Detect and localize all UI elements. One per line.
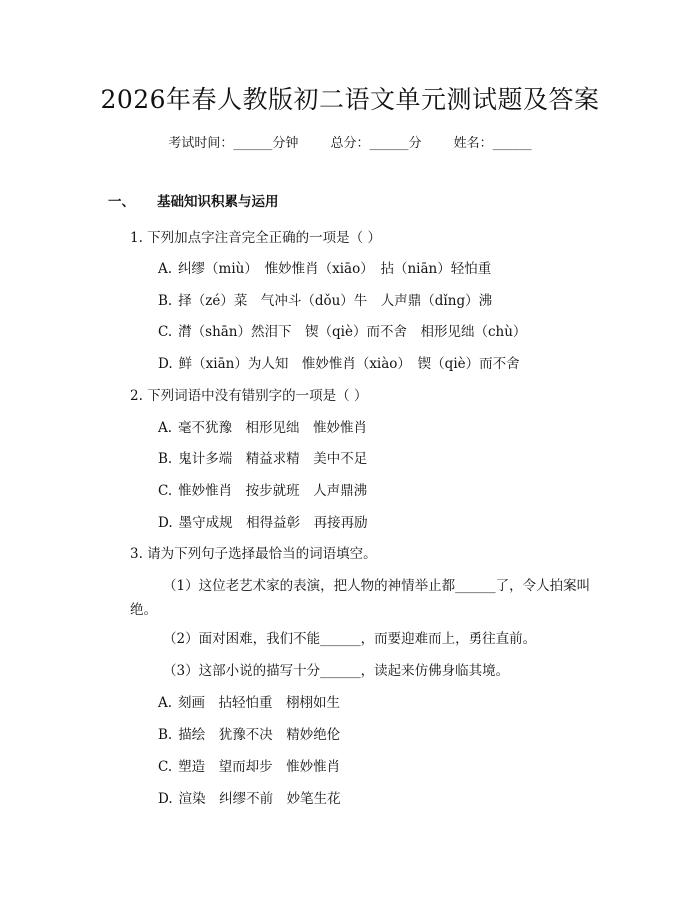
option-text: 鬼计多端 精益求精 美中不足	[178, 451, 368, 467]
q1-option-b	[158, 289, 492, 309]
total-score: 总分：______分	[330, 136, 422, 151]
q3-option-d	[158, 787, 341, 807]
q3-option-a	[158, 691, 340, 711]
option-text: 惟妙惟肖 按步就班 人声鼎沸	[178, 483, 368, 499]
q3-fill-1-cont: 绝。	[130, 602, 157, 618]
question-1-stem: 1. 下列加点字注音完全正确的一项是（ ）	[130, 230, 381, 246]
q2-option-d	[158, 511, 368, 531]
option-label: B.	[158, 293, 173, 309]
option-text: 描绘 犹豫不决 精妙绝伦	[178, 727, 341, 743]
section-title: 基础知识积累与运用	[157, 194, 279, 210]
option-label: C.	[158, 759, 173, 775]
q1-option-d	[158, 352, 520, 372]
option-label: C.	[158, 324, 173, 340]
option-label: B.	[158, 451, 173, 467]
q3-fill-1: （1）这位老艺术家的表演，把人物的神情举止都______了，令人拍案叫	[163, 578, 591, 594]
document-title: 2026年春人教版初二语文单元测试题及答案	[100, 85, 600, 114]
section-number: 一、	[108, 194, 135, 210]
option-label: A.	[158, 695, 173, 711]
option-text: 塑造 望而却步 惟妙惟肖	[178, 759, 341, 775]
q2-option-a	[158, 416, 367, 436]
exam-meta	[0, 132, 700, 151]
q1-option-c	[158, 320, 526, 340]
option-label: D.	[158, 515, 173, 531]
q3-option-b	[158, 723, 340, 743]
q3-fill-3: （3）这部小说的描写十分______，读起来仿佛身临其境。	[163, 663, 510, 679]
q2-option-b	[158, 447, 367, 467]
option-text: 墨守成规 相得益彰 再接再励	[178, 515, 368, 531]
option-text: 纠缪（miù） 惟妙惟肖（xiāo） 拈（niān）轻怕重	[178, 261, 492, 277]
option-label: C.	[158, 483, 173, 499]
option-text: 择（zé）菜 气冲斗（dǒu）牛 人声鼎（dǐng）沸	[178, 293, 493, 309]
question-2-stem: 2. 下列词语中没有错别字的一项是（ ）	[130, 388, 368, 404]
option-label: B.	[158, 727, 173, 743]
q2-option-c	[158, 479, 367, 499]
option-text: 毫不犹豫 相形见绌 惟妙惟肖	[178, 420, 368, 436]
q1-option-a	[158, 257, 491, 277]
question-3-stem: 3. 请为下列句子选择最恰当的词语填空。	[130, 546, 377, 562]
option-text: 鲜（xiān）为人知 惟妙惟肖（xiào） 锲（qiè）而不舍	[178, 356, 520, 372]
option-label: D.	[158, 356, 173, 372]
option-label: D.	[158, 791, 173, 807]
option-label: A.	[158, 261, 173, 277]
exam-time: 考试时间：______分钟	[168, 136, 299, 151]
option-label: A.	[158, 420, 173, 436]
option-text: 渲染 纠缪不前 妙笔生花	[178, 791, 341, 807]
q3-fill-2: （2）面对困难，我们不能______，而要迎难而上，勇往直前。	[163, 631, 537, 647]
option-text: 刻画 拈轻怕重 栩栩如生	[178, 695, 341, 711]
q3-option-c	[158, 755, 340, 775]
student-name: 姓名：______	[453, 136, 532, 151]
option-text: 潸（shān）然泪下 锲（qiè）而不舍 相形见绌（chù）	[178, 324, 527, 340]
section-heading	[108, 190, 279, 210]
